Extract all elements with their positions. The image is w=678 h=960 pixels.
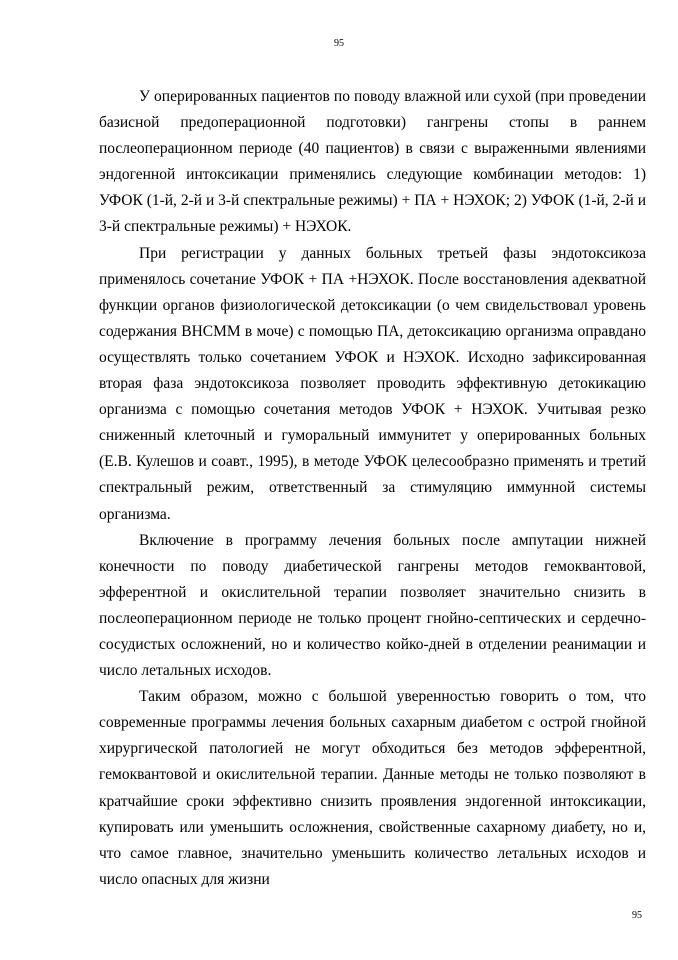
body-text xyxy=(99,84,646,893)
paragraph-2: При регистрации у данных больных третьей фазы эндотоксикоза применялось сочетание УФОК + ПА +НЭХОК. После восстановления адекватной функции органов физиологической детоксикации (о чем свидельствовал уровень содержания ВНСММ в моче) с помощью ПА, детоксикацию организма оправдано осуществлять только сочетанием УФОК и НЭХОК. Исходно зафиксированная вторая фаза эндотоксикоза позволяет проводить эффективную детокикацию организма с помощью сочетания методов УФОК + НЭХОК. Учитывая резко сниженный клеточный и гуморальный иммунитет у оперированных больных (Е.В. Кулешов и соавт., 1995), в методе УФОК целесообразно применять и третий спектральный режим, ответственный за стимуляцию иммунной системы организма. xyxy=(99,244,646,523)
paragraph-1: У оперированных пациентов по поводу влажной или сухой (при проведении базисной предоперационной подготовки) гангрены стопы в раннем послеоперационном периоде (40 пациентов) в связи с выраженными явлениями эндогенной интоксикации применялись следующие комбинации методов: 1) УФОК (1-й, 2-й и 3-й спектральные режимы) + ПА + НЭХОК; 2) УФОК (1-й, 2-й и 3-й спектральные режимы) + НЭХОК. xyxy=(99,88,646,236)
paragraph-3: Включение в программу лечения больных после ампутации нижней конечности по поводу диабетической гангрены методов гемоквантовой, эфферентной и окислительной терапии позволяет значительно снизить в послеоперационном периоде не только процент гнойно-септических и сердечно-сосудистых осложнений, но и количество койко-дней в отделении реанимации и число летальных исходов. xyxy=(99,531,646,680)
page-number-top: 95 xyxy=(334,38,344,49)
page-number-bottom: 95 xyxy=(632,910,642,921)
paragraph-4: Таким образом, можно с большой уверенностью говорить о том, что современные программы лечения больных сахарным диабетом с острой гнойной хирургической патологией не могут обходиться без методов эфферентной, гемоквантовой и окислительной терапии. Данные методы не только позволяют в кратчайшие сроки эффективно снизить проявления эндогенной интоксикации, купировать или уменьшить осложнения, свойственные сахарному диабету, но и, что самое главное, значительно уменьшить количество летальных исходов и число опасных для жизни xyxy=(99,688,646,888)
